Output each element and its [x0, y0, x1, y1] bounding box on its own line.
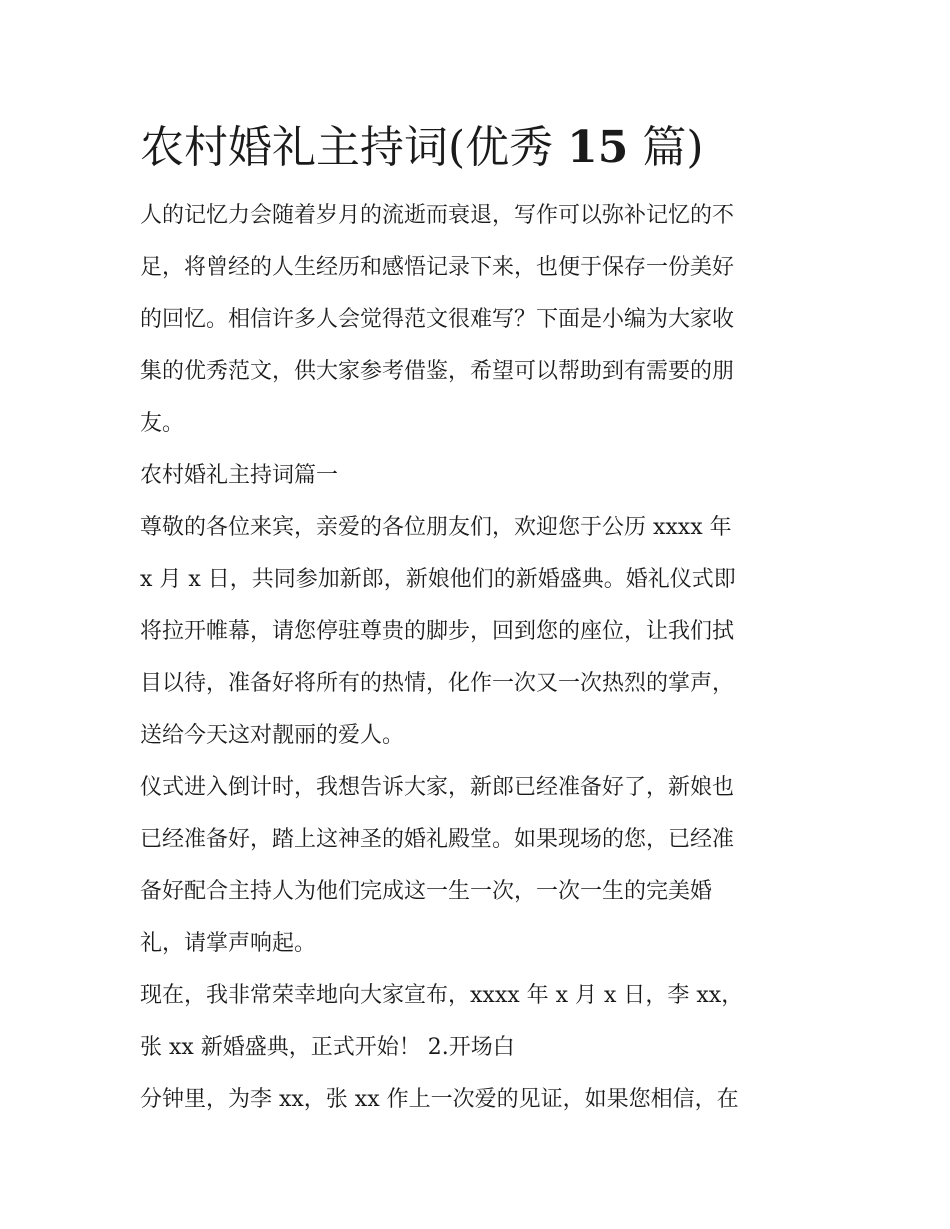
paragraph-line: 目以待，准备好将所有的热情，化作一次又一次热烈的掌声，	[140, 671, 735, 696]
paragraph-line: 尊敬的各位来宾，亲爱的各位朋友们，欢迎您于公历 xxxx 年	[140, 515, 732, 540]
paragraph-line: 现在，我非常荣幸地向大家宣布，xxxx 年 x 月 x 日，李 xx，	[140, 983, 744, 1008]
paragraph-line: 送给今天这对靓丽的爱人。	[140, 723, 405, 748]
intro-line: 足，将曾经的人生经历和感悟记录下来，也便于保存一份美好	[140, 255, 735, 280]
paragraph-3	[140, 970, 820, 1074]
paragraph-line: 已经准备好，踏上这神圣的婚礼殿堂。如果现场的您，已经准	[140, 827, 735, 852]
paragraph-line: 礼，请掌声响起。	[140, 931, 317, 956]
intro-line: 的回忆。相信许多人会觉得范文很难写？下面是小编为大家收	[140, 307, 735, 332]
intro-paragraph	[140, 190, 820, 450]
paragraph-line: x 月 x 日，共同参加新郎，新娘他们的新婚盛典。婚礼仪式即	[140, 567, 736, 592]
paragraph-1	[140, 502, 820, 762]
intro-line: 友。	[140, 411, 185, 436]
paragraph-line: 备好配合主持人为他们完成这一生一次，一次一生的完美婚	[140, 879, 713, 904]
document-body	[140, 112, 820, 1126]
paragraph-4	[140, 1074, 820, 1126]
paragraph-line: 将拉开帷幕，请您停驻尊贵的脚步，回到您的座位，让我们拭	[140, 619, 735, 644]
document-title: 农村婚礼主持词(优秀 15 篇)	[140, 122, 704, 173]
intro-line: 人的记忆力会随着岁月的流逝而衰退，写作可以弥补记忆的不	[140, 203, 735, 228]
paragraph-line: 仪式进入倒计时，我想告诉大家，新郎已经准备好了，新娘也	[140, 775, 735, 800]
paragraph-2	[140, 762, 820, 970]
intro-line: 集的优秀范文，供大家参考借鉴，希望可以帮助到有需要的朋	[140, 359, 735, 384]
paragraph-line: 张 xx 新婚盛典，正式开始！ 2.开场白	[140, 1035, 515, 1060]
section-heading: 农村婚礼主持词篇一	[140, 463, 339, 488]
paragraph-line: 分钟里，为李 xx，张 xx 作上一次爱的见证，如果您相信，在	[140, 1087, 739, 1112]
